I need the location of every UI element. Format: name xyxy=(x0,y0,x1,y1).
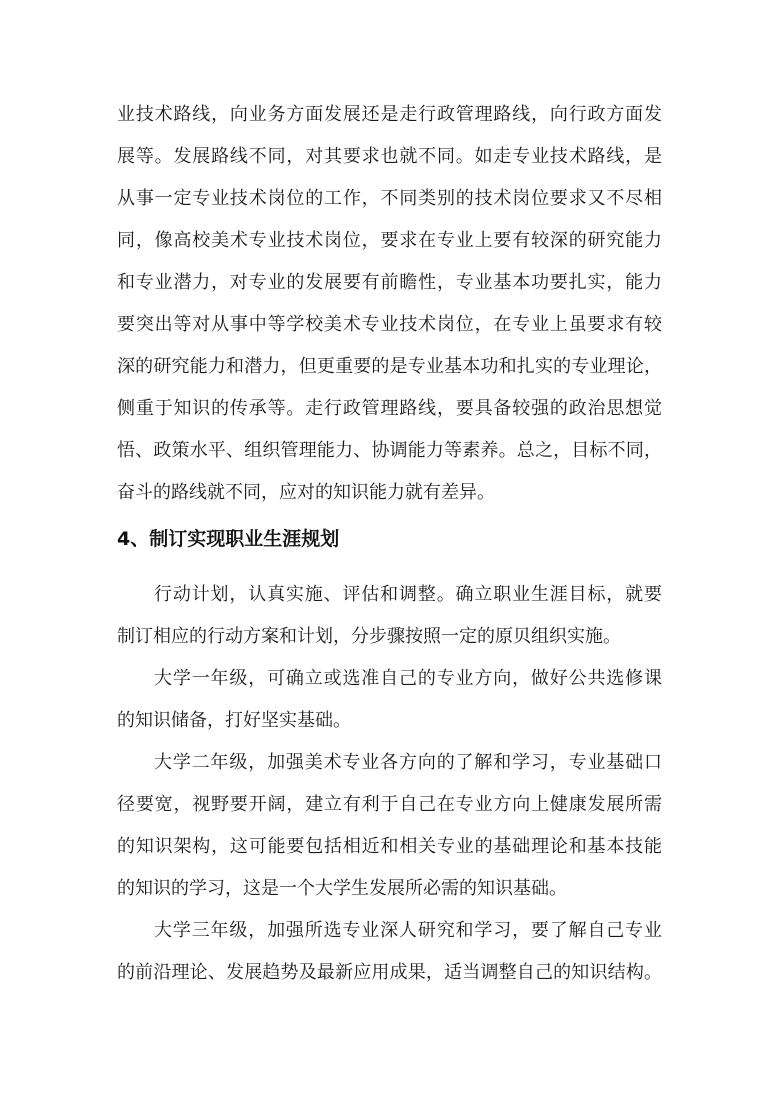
section-heading: 4、制订实现职业生涯规划 xyxy=(117,528,340,550)
paragraph-line: 深的研究能力和潜力，但更重要的是专业基本功和扎实的专业理论， xyxy=(117,356,662,377)
paragraph-line: 从事一定专业技术岗位的工作，不同类别的技术岗位要求又不尽相 xyxy=(117,188,662,209)
paragraph-line: 奋斗的路线就不同，应对的知识能力就有差异。 xyxy=(117,482,495,503)
paragraph-line: 悟、政策水平、组织管理能力、协调能力等素养。总之，目标不同， xyxy=(117,440,662,461)
paragraph-line: 同，像高校美术专业技术岗位，要求在专业上要有较深的研究能力 xyxy=(117,230,662,251)
paragraph-line: 要突出等对从事中等学校美术专业技术岗位，在专业上虽要求有较 xyxy=(117,314,662,335)
paragraph-line: 大学三年级，加强所选专业深人研究和学习，要了解自己专业 xyxy=(154,920,662,941)
paragraph-line: 的知识架构，这可能要包括相近和相关专业的基础理论和基本技能 xyxy=(117,836,662,857)
paragraph-line: 的知识储备，打好坚实基础。 xyxy=(117,710,351,731)
paragraph-line: 的知识的学习，这是一个大学生发展所必需的知识基础。 xyxy=(117,878,567,899)
paragraph-line: 侧重于知识的传承等。走行政管理路线，要具备较强的政治思想觉 xyxy=(117,398,662,419)
paragraph-line: 大学二年级，加强美术专业各方向的了解和学习，专业基础口 xyxy=(154,752,662,773)
paragraph-line: 的前沿理论、发展趋势及最新应用成果，适当调整自己的知识结构。 xyxy=(117,962,662,983)
paragraph-line: 径要宽，视野要开阔，建立有利于自己在专业方向上健康发展所需 xyxy=(117,794,662,815)
paragraph-line: 制订相应的行动方案和计划，分步骤按照一定的原贝组织实施。 xyxy=(117,626,621,647)
paragraph-line: 大学一年级，可确立或选准自己的专业方向，做好公共选修课 xyxy=(154,668,662,689)
paragraph-line: 业技术路线，向业务方面发展还是走行政管理路线，向行政方面发 xyxy=(117,104,662,125)
paragraph-line: 行动计划，认真实施、评估和调整。确立职业生涯目标，就要 xyxy=(154,584,662,605)
paragraph-line: 展等。发展路线不同，对其要求也就不同。如走专业技术路线，是 xyxy=(117,146,662,167)
paragraph-line: 和专业潜力，对专业的发展要有前瞻性，专业基本功要扎实，能力 xyxy=(117,272,662,293)
